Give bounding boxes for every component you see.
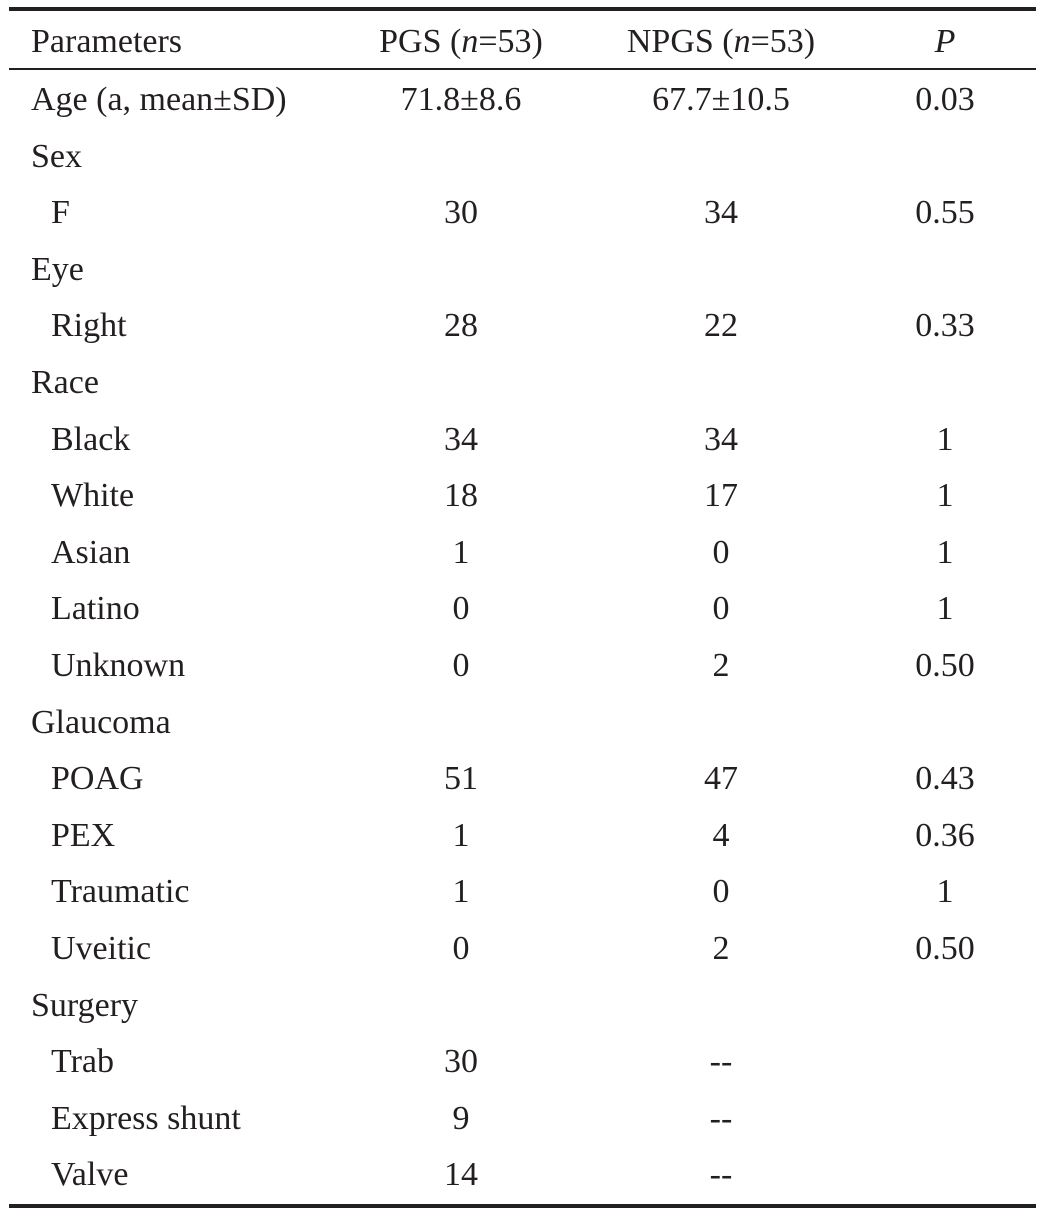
cell-p: 0.55 [915,194,975,232]
cell-p: 1 [936,590,954,628]
cell-p: 0.50 [915,929,975,967]
cell-npgs: 34 [704,194,738,232]
cell-npgs: 22 [704,307,738,345]
table-body [9,70,1036,1204]
table-row [9,638,1036,695]
table-row [9,468,1036,525]
cell-pgs: 30 [444,194,478,232]
cell-p: 1 [936,420,954,458]
row-label: Latino [51,590,140,628]
table-row [9,1091,1036,1148]
cell-p: 0.33 [915,307,975,345]
cell-npgs: -- [709,1043,733,1081]
table-row [9,1147,1036,1204]
cell-npgs: 47 [704,760,738,798]
cell-npgs: -- [709,1156,733,1194]
table-row [9,695,1036,752]
header-p: P [934,23,956,60]
table-header-row [9,11,1036,68]
row-label: Surgery [31,986,139,1024]
table-row [9,72,1036,129]
cell-p: 0.36 [915,816,975,854]
header-npgs-suffix: =53) [750,23,816,60]
cell-pgs: 14 [444,1156,478,1194]
cell-pgs: 28 [444,307,478,345]
data-table [9,7,1036,1208]
row-label: Asian [51,533,131,571]
cell-npgs: 0 [712,533,730,571]
cell-pgs: 0 [452,590,470,628]
table-row [9,412,1036,469]
table-row [9,581,1036,638]
cell-npgs: 34 [704,420,738,458]
row-label: Uveitic [51,929,152,967]
table-row [9,242,1036,299]
row-label: Trab [51,1043,114,1081]
row-label: Right [51,307,127,345]
bottom-rule [9,1204,1036,1208]
row-label: Express shunt [51,1099,241,1137]
cell-npgs: 2 [712,646,730,684]
cell-p: 1 [936,873,954,911]
cell-pgs: 18 [444,477,478,515]
cell-pgs: 34 [444,420,478,458]
header-pgs-n: n [461,23,479,60]
table-row [9,864,1036,921]
cell-p: 0.50 [915,646,975,684]
table-row [9,978,1036,1035]
header-pgs [361,11,561,72]
table-row [9,525,1036,582]
table-row [9,355,1036,412]
cell-pgs: 51 [444,760,478,798]
cell-pgs: 1 [452,816,470,854]
cell-p: 1 [936,477,954,515]
cell-pgs: 30 [444,1043,478,1081]
table-row [9,129,1036,186]
table-row [9,808,1036,865]
cell-npgs: 2 [712,929,730,967]
header-parameters: Parameters [31,23,183,60]
row-label: White [51,477,135,515]
cell-npgs: 4 [712,816,730,854]
header-pgs-suffix: =53) [478,23,543,60]
row-label: Age (a, mean±SD) [31,81,287,118]
header-pgs-prefix: PGS ( [379,23,462,60]
cell-npgs: 67.7±10.5 [652,81,790,118]
cell-npgs: -- [709,1099,733,1137]
row-label: Race [31,363,99,401]
cell-pgs: 1 [452,873,470,911]
cell-npgs: 0 [712,873,730,911]
row-label: Traumatic [51,873,190,911]
cell-npgs: 0 [712,590,730,628]
row-label: Unknown [51,646,186,684]
cell-pgs: 9 [452,1099,470,1137]
cell-p: 0.43 [915,760,975,798]
table-row [9,751,1036,808]
row-label: Eye [31,250,84,288]
row-label: PEX [51,816,116,854]
table-row [9,921,1036,978]
row-label: F [51,194,70,232]
row-label: Glaucoma [31,703,171,741]
table-row [9,1034,1036,1091]
row-label: POAG [51,760,144,798]
header-npgs-n: n [733,23,751,60]
cell-pgs: 0 [452,929,470,967]
cell-pgs: 0 [452,646,470,684]
table-row [9,298,1036,355]
cell-pgs: 1 [452,533,470,571]
row-label: Valve [51,1156,129,1194]
table-row [9,185,1036,242]
cell-p: 1 [936,533,954,571]
cell-p: 0.03 [915,81,975,118]
cell-npgs: 17 [704,477,738,515]
header-npgs-prefix: NPGS ( [626,23,734,60]
header-npgs [621,11,821,72]
row-label: Sex [31,137,82,175]
row-label: Black [51,420,131,458]
cell-pgs: 71.8±8.6 [400,81,522,118]
